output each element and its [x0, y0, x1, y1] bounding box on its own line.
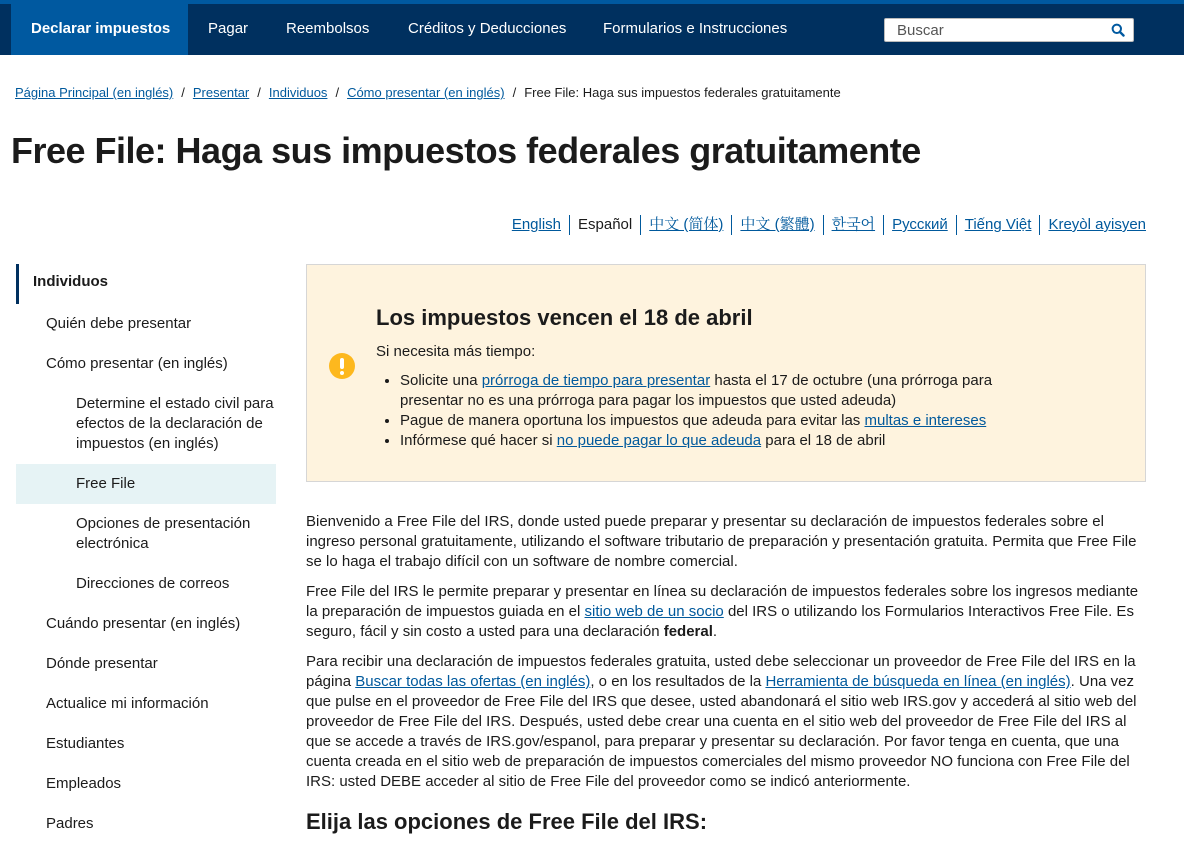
- sidebar-item-free-file[interactable]: Free File: [16, 464, 276, 504]
- top-nav: [0, 0, 1184, 55]
- sidebar-item-donde-presentar[interactable]: Dónde presentar: [46, 655, 158, 672]
- search-box: [884, 18, 1134, 42]
- sidebar-nav: [16, 264, 276, 844]
- sidebar-item-empleados[interactable]: Empleados: [46, 775, 122, 792]
- alert-text: para el 18 de abril: [761, 432, 886, 449]
- sidebar-item-estudiantes[interactable]: Estudiantes: [46, 735, 125, 752]
- alert-text: Solicite una: [400, 372, 482, 389]
- breadcrumb-presentar[interactable]: Presentar: [192, 85, 250, 100]
- lang-korean[interactable]: 한국어: [823, 215, 883, 235]
- paragraph-text: . Una vez que pulse en el proveedor de Free File del IRS que desee, usted abandonará el sitio web IRS.gov y accederá al sitio web del proveedor de Free File del IRS. Después, usted debe crear una cuenta en el sitio web del proveedor de Free File del IRS al que se accede a través de IRS.gov/espanol, para preparar y presentar su declaración. Por favor tenga en cuenta, que una cuenta creada en el sitio web de preparación de impuestos comerciales del mismo proveedor NO funciona con Free File del IRS: usted DEBE acceder al sitio de Free File del proveedor como se indicó anteriormente.: [306, 673, 1137, 790]
- paragraph-text: del IRS o utilizando los Formularios Interactivos Free File. Es seguro, fácil y sin costo a usted para una declaración: [306, 603, 1134, 640]
- search-input[interactable]: [885, 19, 1095, 41]
- alert-text: Pague de manera oportuna los impuestos que adeuda para evitar las: [400, 412, 865, 429]
- breadcrumb-como-presentar[interactable]: Cómo presentar (en inglés): [347, 85, 505, 100]
- alert-text: hasta el 17 de octubre (una prórroga para presentar no es una prórroga para pagar los impuestos que usted adeuda): [400, 372, 993, 409]
- language-selector: [512, 215, 1146, 235]
- nav-formularios-instrucciones[interactable]: Formularios e Instrucciones: [603, 20, 788, 37]
- provider-paragraph: [306, 652, 1151, 792]
- cant-pay-link[interactable]: no puede pagar lo que adeuda: [556, 432, 762, 449]
- page-title: Free File: Haga sus impuestos federales gratuitamente: [11, 130, 921, 171]
- nav-reembolsos[interactable]: Reembolsos: [286, 20, 370, 37]
- alert-text: Infórmese qué hacer si: [400, 432, 557, 449]
- sidebar-item-opciones-electronica[interactable]: Opciones de presentación electrónica: [76, 515, 251, 552]
- lang-chinese-simplified[interactable]: 中文 (简体): [640, 215, 731, 235]
- lang-espanol-current: Español: [569, 215, 640, 235]
- free-file-paragraph: [306, 582, 1151, 642]
- sidebar-item-direcciones-correos[interactable]: Direcciones de correos: [76, 575, 230, 592]
- penalties-link[interactable]: multas e intereses: [864, 412, 987, 429]
- partner-site-link[interactable]: sitio web de un socio: [584, 603, 724, 620]
- sidebar-item-estado-civil[interactable]: Determine el estado civil para efectos de la declaración de impuestos (en inglés): [76, 395, 274, 452]
- sidebar-item-cuando-presentar[interactable]: Cuándo presentar (en inglés): [46, 615, 241, 632]
- alert-bullet: [400, 371, 1020, 411]
- sidebar-item-como-presentar[interactable]: Cómo presentar (en inglés): [46, 355, 228, 372]
- breadcrumb-separator: /: [257, 85, 261, 100]
- alert-bullet: [400, 431, 1020, 451]
- intro-paragraph: Bienvenido a Free File del IRS, donde usted puede preparar y presentar su declaración de impuestos federales sobre el ingreso personal gratuitamente, utilizando el software tributario de preparación y presentación gratuita. Permita que Free File se lo haga el trabajo difícil con un software de nombre comercial.: [306, 513, 1137, 570]
- extension-link[interactable]: prórroga de tiempo para presentar: [481, 372, 711, 389]
- nav-declarar-impuestos[interactable]: Declarar impuestos: [11, 4, 188, 55]
- paragraph-text: .: [712, 623, 718, 640]
- paragraph-text: , o en los resultados de la: [590, 673, 766, 690]
- alert-list: [400, 371, 1020, 451]
- deadline-alert: [306, 264, 1146, 482]
- search-icon[interactable]: [1111, 23, 1125, 37]
- alert-title: Los impuestos vencen el 18 de abril: [376, 305, 753, 330]
- paragraph-text: Free File del IRS le permite preparar y presentar en línea su declaración de impuestos federales sobre los ingresos mediante la preparación de impuestos guiada en el: [306, 583, 1139, 620]
- breadcrumb-separator: /: [181, 85, 185, 100]
- alert-intro: Si necesita más tiempo:: [376, 343, 536, 360]
- lang-english[interactable]: English: [511, 216, 562, 233]
- nav-creditos-deducciones[interactable]: Créditos y Deducciones: [408, 20, 567, 37]
- nav-pagar[interactable]: Pagar: [208, 20, 249, 37]
- lookup-tool-link[interactable]: Herramienta de búsqueda en línea (en inglés): [765, 673, 1071, 690]
- options-heading: Elija las opciones de Free File del IRS:: [306, 809, 708, 834]
- sidebar-item-actualice-informacion[interactable]: Actualice mi información: [46, 695, 209, 712]
- lang-vietnamese[interactable]: Tiếng Việt: [956, 215, 1040, 235]
- breadcrumb-home[interactable]: Página Principal (en inglés): [15, 85, 174, 100]
- lang-chinese-traditional[interactable]: 中文 (繁體): [731, 215, 822, 235]
- breadcrumb-separator: /: [335, 85, 340, 100]
- sidebar-item-quien-debe-presentar[interactable]: Quién debe presentar: [46, 315, 192, 332]
- alert-bullet: [400, 411, 1020, 431]
- lang-haitian-creole[interactable]: Kreyòl ayisyen: [1039, 215, 1146, 235]
- breadcrumb-individuos[interactable]: Individuos: [268, 85, 328, 100]
- main-content: [306, 512, 1151, 832]
- lang-russian[interactable]: Русский: [883, 215, 956, 235]
- sidebar-item-padres[interactable]: Padres: [46, 815, 94, 832]
- breadcrumb-separator: /: [512, 85, 517, 100]
- paragraph-bold: federal: [663, 623, 713, 640]
- breadcrumb-current: Free File: Haga sus impuestos federales gratuitamente: [524, 85, 841, 100]
- all-offers-link[interactable]: Buscar todas las ofertas (en inglés): [355, 673, 591, 690]
- exclamation-circle-icon: [329, 353, 355, 379]
- paragraph-text: Para recibir una declaración de impuestos federales gratuita, usted debe seleccionar un proveedor de Free File del IRS en la página: [306, 653, 1136, 690]
- sidebar-heading-individuos[interactable]: Individuos: [16, 264, 276, 304]
- breadcrumb: [15, 85, 841, 100]
